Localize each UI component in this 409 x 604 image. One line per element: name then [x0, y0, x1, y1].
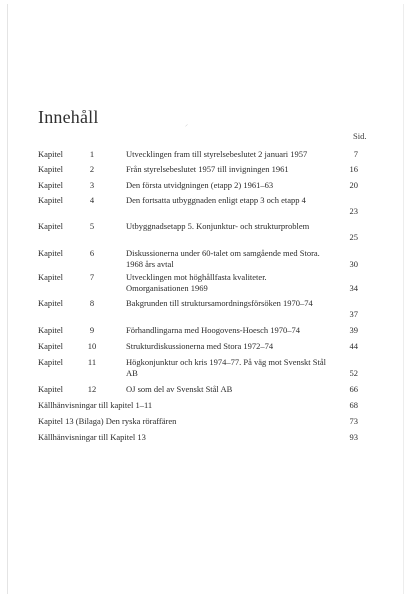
entry-page: 52 — [349, 368, 358, 378]
entry-label: Kapitel — [38, 195, 64, 205]
entry-number: 3 — [89, 180, 95, 190]
entry-title: Förhandlingarna med Hoogovens-Hoesch 1970–74 — [126, 325, 300, 335]
entry-number: 9 — [89, 325, 95, 335]
extra-page: 73 — [349, 416, 358, 426]
entry-number: 2 — [89, 164, 95, 174]
entry-page: 20 — [349, 180, 358, 190]
entry-label: Kapitel — [38, 272, 64, 282]
entry-title: Bakgrunden till struktursamordningsförsöken 1970–74 — [126, 298, 313, 308]
entry-number: 12 — [87, 384, 97, 394]
entry-number: 1 — [89, 149, 95, 159]
extra-page: 93 — [349, 432, 358, 442]
extra-page: 68 — [349, 400, 358, 410]
entry-page: 16 — [349, 164, 358, 174]
entry-page: 30 — [349, 259, 358, 269]
scan-speck: ⸝ — [185, 122, 189, 128]
entry-page: 44 — [349, 341, 358, 351]
entry-title: Högkonjunktur och kris 1974–77. På väg mot Svenskt Stål AB — [126, 357, 326, 378]
extra-title: Källhänvisningar till kapitel 1–11 — [38, 400, 153, 410]
entry-title: Utbyggnadsetapp 5. Konjunktur- och strukturproblem — [126, 221, 310, 231]
entry-number: 4 — [89, 195, 95, 205]
entry-label: Kapitel — [38, 384, 64, 394]
entry-page: 7 — [353, 149, 358, 159]
entry-number: 10 — [87, 341, 97, 351]
entry-title: Strukturdiskussionerna med Stora 1972–74 — [126, 341, 274, 351]
entry-label: Kapitel — [38, 341, 64, 351]
entry-title: OJ som del av Svenskt Stål AB — [126, 384, 233, 394]
extra-title: Kapitel 13 (Bilaga) Den ryska röraffären — [38, 416, 177, 426]
entry-page: 37 — [349, 309, 358, 319]
entry-label: Kapitel — [38, 221, 64, 231]
entry-label: Kapitel — [38, 149, 64, 159]
entry-number: 5 — [89, 221, 95, 231]
entry-label: Kapitel — [38, 248, 64, 258]
entry-page: 25 — [349, 232, 358, 242]
entry-number: 8 — [89, 298, 95, 308]
document-page — [7, 4, 404, 594]
entry-title: Den första utvidgningen (etapp 2) 1961–63 — [126, 180, 274, 190]
entry-title: Utvecklingen fram till styrelsebeslutet 2 januari 1957 — [126, 149, 308, 159]
entry-page: 66 — [349, 384, 358, 394]
entry-title: Utvecklingen mot höghållfasta kvaliteter. Omorganisationen 1969 — [126, 272, 267, 293]
entry-label: Kapitel — [38, 325, 64, 335]
entry-title: Från styrelsebeslutet 1957 till invigningen 1961 — [126, 164, 289, 174]
entry-page: 39 — [349, 325, 358, 335]
page-column-header: Sid. — [353, 131, 367, 141]
entry-page: 34 — [349, 283, 358, 293]
entry-label: Kapitel — [38, 164, 64, 174]
page-title: Innehåll — [38, 107, 99, 127]
entry-number: 7 — [89, 272, 95, 282]
entry-page: 23 — [349, 206, 358, 216]
entry-title: Den fortsatta utbyggnaden enligt etapp 3 och etapp 4 — [126, 195, 306, 205]
entry-title: Diskussionerna under 60-talet om samgående med Stora. 1968 års avtal — [126, 248, 320, 269]
extra-title: Källhänvisningar till Kapitel 13 — [38, 432, 146, 442]
entry-number: 11 — [87, 357, 97, 367]
entry-label: Kapitel — [38, 298, 64, 308]
entry-label: Kapitel — [38, 180, 64, 190]
entry-label: Kapitel — [38, 357, 64, 367]
entry-number: 6 — [89, 248, 95, 258]
